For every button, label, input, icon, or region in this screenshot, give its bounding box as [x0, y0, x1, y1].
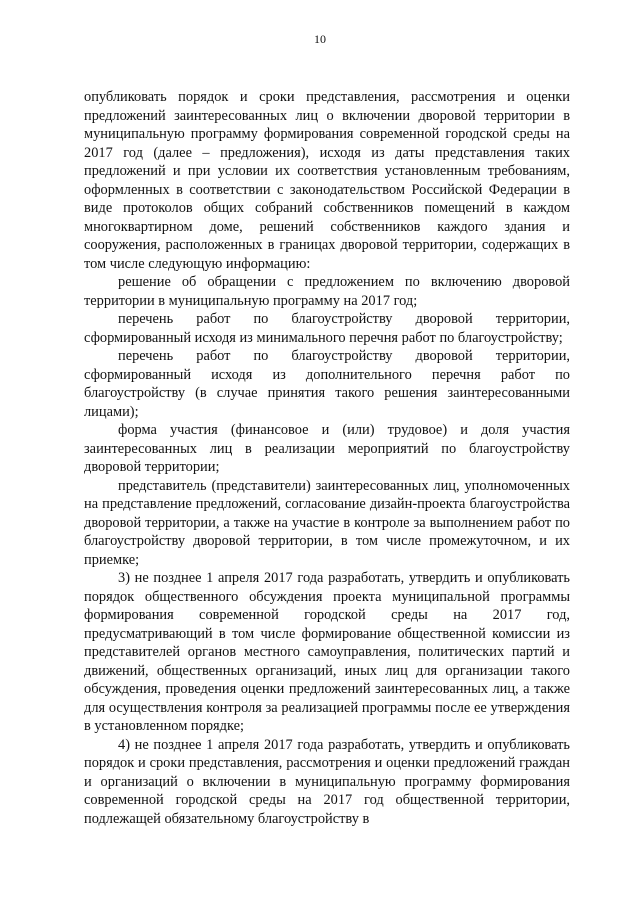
paragraph-item: форма участия (финансовое и (или) трудовое) и доля участия заинтересованных лиц в реализации мероприятий по благоустройству дворовой территории; — [84, 422, 570, 475]
paragraph-continuation: опубликовать порядок и сроки представления, рассмотрения и оценки предложений заинтересованных лиц о включении дворовой территории в муниципальную программу формирования современной городской среды на 2017 год (далее – предложения), исходя из даты представления таких предложений и при условии их соответствия установленным требованиям, оформленных в соответствии с законодательством Российской Федерации в виде протоколов общих собраний собственников помещений в каждом многоквартирном доме, решений собственников каждого здания и сооружения, расположенных в границах дворовой территории, содержащих в том числе следующую информацию: — [84, 89, 570, 272]
document-body — [84, 88, 570, 828]
paragraph-item: представитель (представители) заинтересованных лиц, уполномоченных на представление предложений, согласование дизайн-проекта благоустройства дворовой территории, а также на участие в контроле за выполнением работ по благоустройству дворовой территории, в том числе промежуточном, и их приемке; — [84, 477, 570, 568]
page-number: 10 — [314, 32, 326, 46]
paragraph-item: решение об обращении с предложением по включению дворовой территории в муниципальную программу на 2017 год; — [84, 274, 570, 309]
paragraph-item: перечень работ по благоустройству дворовой территории, сформированный исходя из минимального перечня работ по благоустройству; — [84, 311, 570, 346]
paragraph-item: перечень работ по благоустройству дворовой территории, сформированный исходя из дополнительного перечня работ по благоустройству (в случае принятия такого решения заинтересованными лицами); — [84, 348, 570, 420]
paragraph-item-4: 4) не позднее 1 апреля 2017 года разработать, утвердить и опубликовать порядок и сроки представления, рассмотрения и оценки предложений граждан и организаций о включении в муниципальную программу формирования современной городской среды на 2017 год общественной территории, подлежащей обязательному благоустройству в — [84, 736, 570, 827]
paragraph-item-3: 3) не позднее 1 апреля 2017 года разработать, утвердить и опубликовать порядок общественного обсуждения проекта муниципальной программы формирования современной городской среды на 2017 год, предусматривающий в том числе формирование общественной комиссии из представителей органов местного самоуправления, политических партий и движений, общественных организаций, иных лиц для организации такого обсуждения, проведения оценки предложений заинтересованных лиц, а также для осуществления контроля за реализацией программы после ее утверждения в установленном порядке; — [84, 570, 570, 734]
